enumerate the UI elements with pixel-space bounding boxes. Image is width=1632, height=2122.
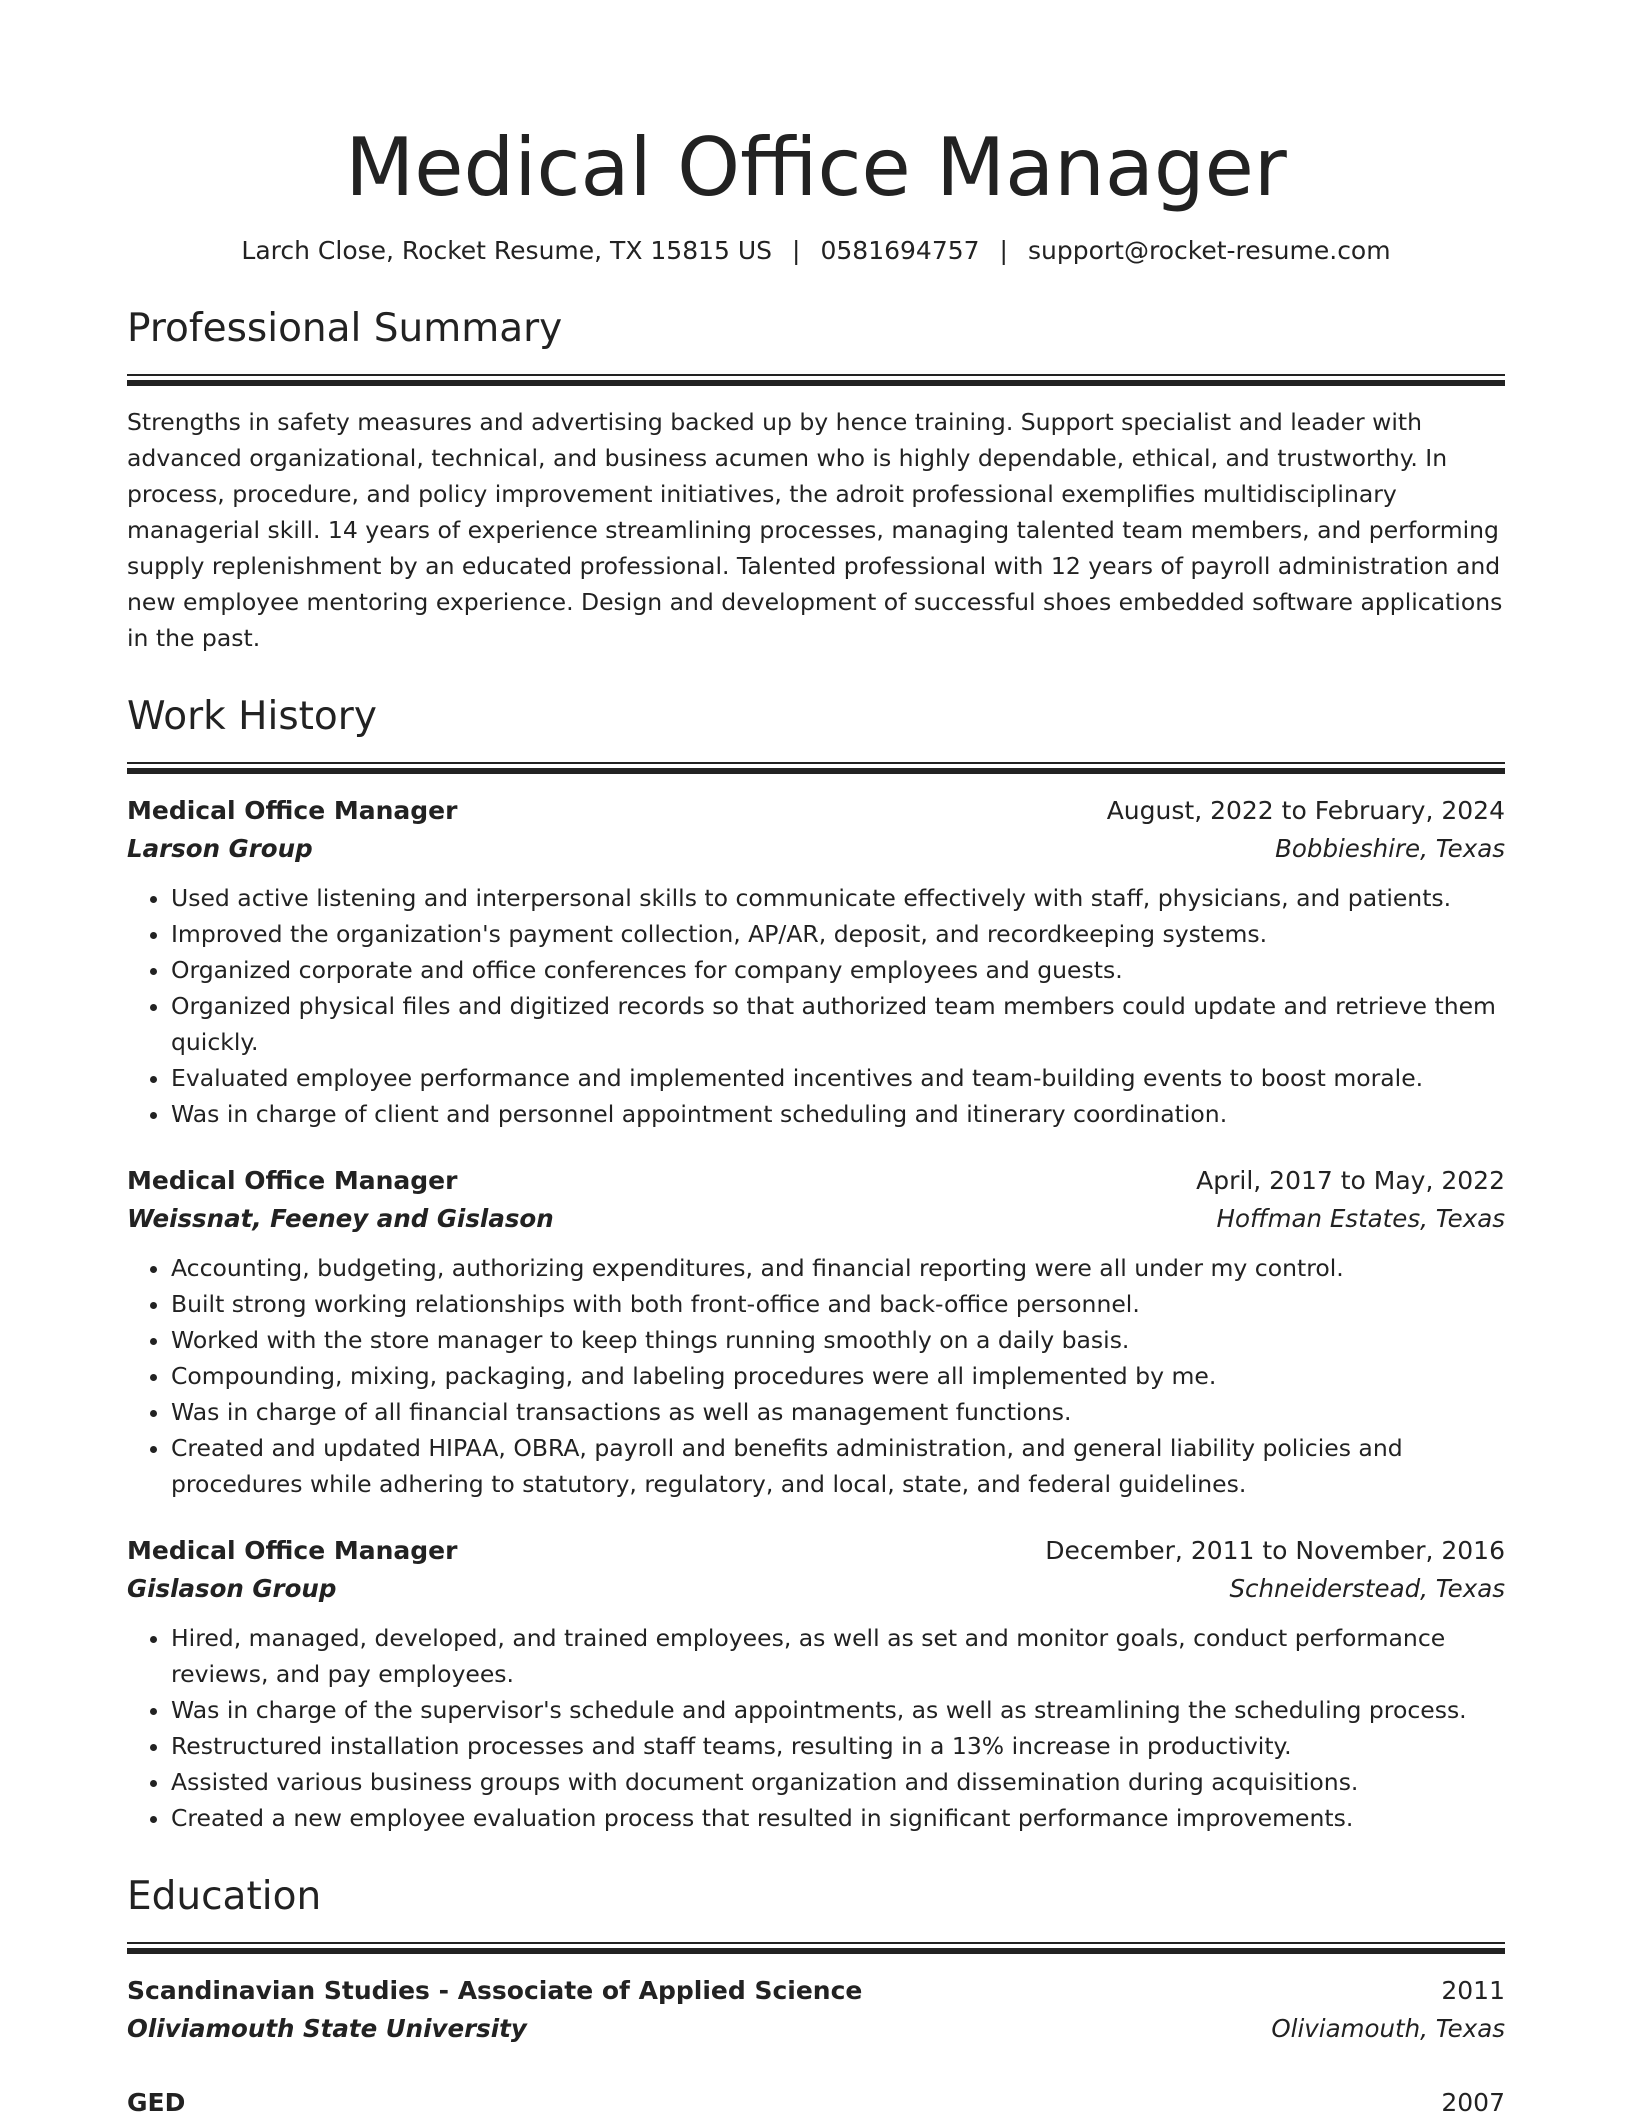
job-bullets [127, 1250, 1505, 1502]
contact-phone: 0581694757 [820, 236, 980, 265]
contact-separator: | [792, 236, 801, 265]
job-entry [127, 1162, 1505, 1502]
education-year: 2011 [1441, 1976, 1505, 2005]
bullet-item: • Improved the organization's payment collection, AP/AR, deposit, and recordkeeping systems. [171, 916, 1505, 952]
job-company: Larson Group [127, 834, 313, 863]
education-section [127, 1872, 1505, 2122]
education-year: 2007 [1441, 2088, 1505, 2117]
section-title-summary: Professional Summary [127, 306, 563, 351]
job-company: Weissnat, Feeney and Gislason [127, 1204, 554, 1233]
section-title-work: Work History [127, 694, 377, 739]
contact-separator: | [999, 236, 1008, 265]
bullet-item: • Restructured installation processes and staff teams, resulting in a 13% increase in productivity. [171, 1728, 1505, 1764]
bullet-item: • Created and updated HIPAA, OBRA, payroll and benefits administration, and general liability policies and procedures while adhering to statutory, regulatory, and local, state, and federal guidelines. [171, 1430, 1505, 1502]
education-entry [127, 2084, 1505, 2122]
job-dates: April, 2017 to May, 2022 [1196, 1166, 1505, 1195]
section-title-education: Education [127, 1874, 322, 1919]
job-entry [127, 792, 1505, 1132]
summary-paragraph: Strengths in safety measures and advertising backed up by hence training. Support specialist and leader with advanced organizational, technical, and business acumen who is highly dependable, ethical, and trustworthy. In process, procedure, and policy improvement initiatives, the adroit professional exemplifies multidisciplinary managerial skill. 14 years of experience streamlining processes, managing talented team members, and performing supply replenishment by an educated professional. Talented professional with 12 years of payroll administration and new employee mentoring experience. Design and development of successful shoes embedded software applications in the past. [127, 408, 1503, 652]
bullet-item: • Hired, managed, developed, and trained employees, as well as set and monitor goals, conduct performance reviews, and pay employees. [171, 1620, 1505, 1692]
job-title: Medical Office Manager [127, 1536, 458, 1565]
bullet-item: • Assisted various business groups with document organization and dissemination during acquisitions. [171, 1764, 1505, 1800]
education-degree: GED [127, 2088, 186, 2117]
contact-line [127, 234, 1505, 268]
bullet-item: • Evaluated employee performance and implemented incentives and team-building events to boost morale. [171, 1060, 1505, 1096]
education-degree: Scandinavian Studies - Associate of Applied Science [127, 1976, 863, 2005]
contact-address: Larch Close, Rocket Resume, TX 15815 US [241, 236, 773, 265]
job-title: Medical Office Manager [127, 1166, 458, 1195]
section-divider [127, 762, 1505, 774]
bullet-item: • Accounting, budgeting, authorizing expenditures, and financial reporting were all under my control. [171, 1250, 1505, 1286]
bullet-item: • Used active listening and interpersonal skills to communicate effectively with staff, physicians, and patients. [171, 880, 1505, 916]
job-company: Gislason Group [127, 1574, 337, 1603]
section-divider [127, 374, 1505, 386]
section-divider [127, 1942, 1505, 1954]
contact-email: support@rocket-resume.com [1027, 236, 1391, 265]
education-entry [127, 1972, 1505, 2048]
bullet-item: • Was in charge of the supervisor's schedule and appointments, as well as streamlining the scheduling process. [171, 1692, 1505, 1728]
bullet-item: • Was in charge of client and personnel appointment scheduling and itinerary coordination. [171, 1096, 1505, 1132]
job-location: Schneiderstead, Texas [1229, 1574, 1505, 1603]
job-bullets [127, 1620, 1505, 1836]
bullet-item: • Was in charge of all financial transactions as well as management functions. [171, 1394, 1505, 1430]
education-location: Oliviamouth, Texas [1271, 2014, 1505, 2043]
work-history-section [127, 692, 1505, 1836]
bullet-item: • Organized physical files and digitized records so that authorized team members could update and retrieve them quickly. [171, 988, 1505, 1060]
job-bullets [127, 880, 1505, 1132]
education-school: Oliviamouth State University [127, 2014, 527, 2043]
bullet-item: • Organized corporate and office conferences for company employees and guests. [171, 952, 1505, 988]
job-dates: August, 2022 to February, 2024 [1106, 796, 1505, 825]
job-dates: December, 2011 to November, 2016 [1045, 1536, 1505, 1565]
bullet-item: • Created a new employee evaluation process that resulted in significant performance improvements. [171, 1800, 1505, 1836]
job-entry [127, 1532, 1505, 1836]
job-location: Bobbieshire, Texas [1275, 834, 1505, 863]
bullet-item: • Compounding, mixing, packaging, and labeling procedures were all implemented by me. [171, 1358, 1505, 1394]
job-location: Hoffman Estates, Texas [1216, 1204, 1505, 1233]
bullet-item: • Worked with the store manager to keep things running smoothly on a daily basis. [171, 1322, 1505, 1358]
resume-title: Medical Office Manager [345, 121, 1287, 214]
professional-summary-section [127, 304, 1505, 656]
job-title: Medical Office Manager [127, 796, 458, 825]
bullet-item: • Built strong working relationships with both front-office and back-office personnel. [171, 1286, 1505, 1322]
